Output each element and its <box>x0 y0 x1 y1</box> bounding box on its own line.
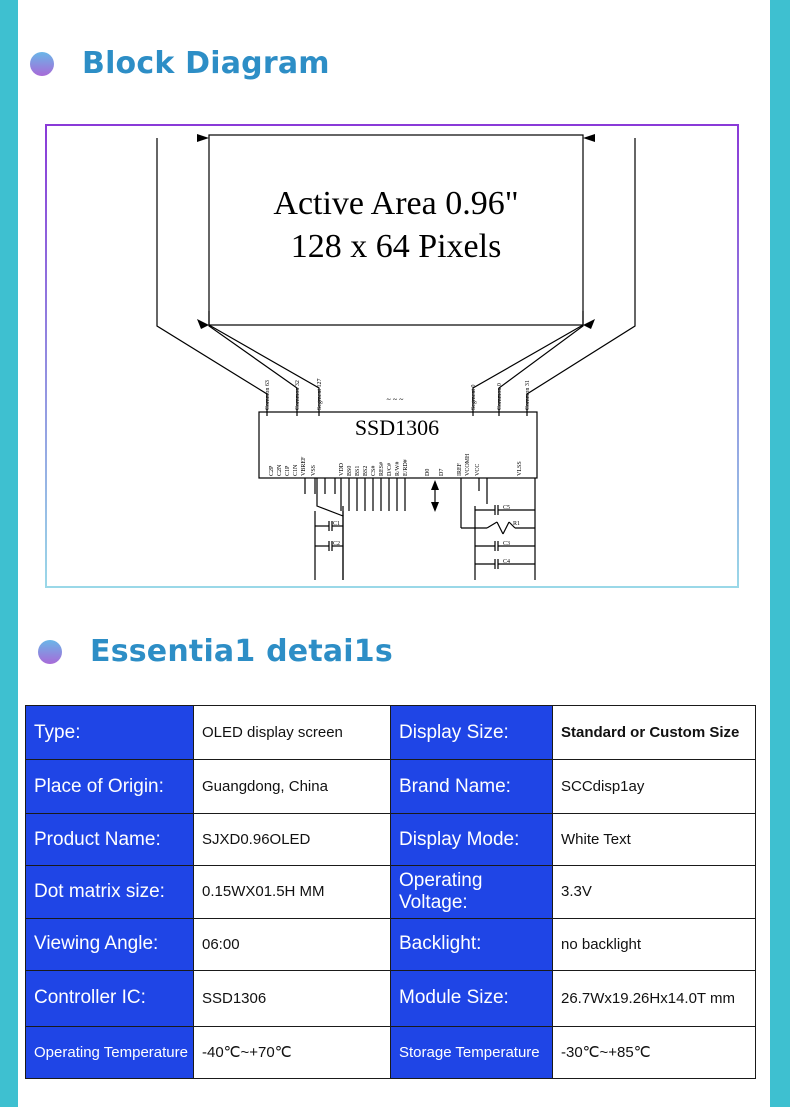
spec-value: -30℃~+85℃ <box>553 1026 756 1078</box>
chip-label: SSD1306 <box>354 415 440 440</box>
right-accent-bar <box>770 0 790 1107</box>
bottom-pin-label: BS1 <box>355 465 361 476</box>
spec-row <box>26 760 756 814</box>
spec-label: Module Size: <box>391 970 553 1026</box>
spec-value: OLED display screen <box>194 706 391 760</box>
spec-value: Standard or Custom Size <box>553 706 756 760</box>
spec-label: Controller IC: <box>26 970 194 1026</box>
left-segment-route <box>209 325 319 416</box>
bottom-pin-label: C1N <box>293 464 299 476</box>
spec-label: Viewing Angle: <box>26 918 194 970</box>
spec-label: Type: <box>26 706 194 760</box>
spec-value: SJXD0.96OLED <box>194 814 391 866</box>
spec-label: Dot matrix size: <box>26 866 194 918</box>
bottom-pin-label: C2N <box>277 464 283 476</box>
essential-details-header <box>38 634 393 669</box>
bottom-pin-label: VDD <box>339 463 345 476</box>
block-diagram-header <box>30 46 330 81</box>
spec-label: Display Mode: <box>391 814 553 866</box>
component-label: C5 <box>503 505 511 511</box>
spec-value: 06:00 <box>194 918 391 970</box>
component-label: C1 <box>333 521 341 527</box>
block-diagram-title: Block Diagram <box>82 46 330 81</box>
bottom-pin-label: BS0 <box>347 465 353 476</box>
spec-value: 26.7Wx19.26Hx14.0T mm <box>553 970 756 1026</box>
spec-value: White Text <box>553 814 756 866</box>
arrow-left-bottom-icon <box>197 319 209 329</box>
spec-value: SCCdisp1ay <box>553 760 756 814</box>
arrow-right-bottom-icon <box>583 319 595 329</box>
bottom-pin-label: VSS <box>311 464 317 476</box>
spec-value: 3.3V <box>553 866 756 918</box>
spec-row <box>26 706 756 760</box>
bullet-dot-icon <box>30 52 54 76</box>
pin-continuation-dots: ~ ~ ~ <box>386 395 404 404</box>
spec-label: Product Name: <box>26 814 194 866</box>
bottom-pin-label: D0 <box>425 468 431 476</box>
top-pin-label: Common 0 <box>497 383 503 410</box>
spec-value: no backlight <box>553 918 756 970</box>
spec-label: Operating Voltage: <box>391 866 553 918</box>
spec-label: Brand Name: <box>391 760 553 814</box>
spec-label: Storage Temperature <box>391 1026 553 1078</box>
left-route-inner <box>209 311 297 416</box>
bottom-pin-label: RES# <box>379 461 385 476</box>
bottom-pin-label: D/C# <box>387 462 393 476</box>
bottom-pin-label: BS2 <box>363 465 369 476</box>
spec-row <box>26 814 756 866</box>
arrow-right-top-icon <box>583 134 595 142</box>
bottom-pin-label: VLSS <box>517 461 523 476</box>
spec-value: SSD1306 <box>194 970 391 1026</box>
bottom-pin-label: CS# <box>371 465 377 476</box>
top-pin-label: Common 31 <box>525 380 531 410</box>
spec-value: 0.15WX01.5H MM <box>194 866 391 918</box>
spec-label: Place of Origin: <box>26 760 194 814</box>
left-route-outer <box>157 138 267 416</box>
component-label: C3 <box>503 541 511 547</box>
spec-label: Display Size: <box>391 706 553 760</box>
top-pin-label: Segment 127 <box>317 378 323 410</box>
top-pin-label: Common 32 <box>295 380 301 410</box>
bottom-pin-label: VCC <box>475 463 481 476</box>
spec-label: Operating Temperature <box>26 1026 194 1078</box>
component-label: C4 <box>503 559 511 565</box>
bottom-pin-label: VCOMH <box>465 453 471 476</box>
block-diagram <box>45 124 739 588</box>
block-diagram-svg <box>47 126 737 586</box>
spec-value: -40℃~+70℃ <box>194 1026 391 1078</box>
bullet-dot-icon <box>38 640 62 664</box>
bottom-pin-label: VBREF <box>301 456 307 476</box>
spec-label: Backlight: <box>391 918 553 970</box>
bottom-pin-label: C2P <box>269 465 275 476</box>
right-route-outer <box>527 138 635 416</box>
bottom-pin-label: D7 <box>439 468 445 476</box>
component-label: R1 <box>513 521 521 527</box>
spec-row <box>26 970 756 1026</box>
bottom-pin-label: R/W# <box>395 461 401 476</box>
left-accent-bar <box>0 0 18 1107</box>
essential-details-title: Essentia1 detai1s <box>90 634 393 669</box>
spec-value: Guangdong, China <box>194 760 391 814</box>
top-pin-label: Segment 0 <box>471 384 477 410</box>
right-route-inner <box>499 311 583 416</box>
bottom-pin-label: C1P <box>285 465 291 476</box>
active-area-title: Active Area 0.96" <box>273 185 519 222</box>
spec-row <box>26 1026 756 1078</box>
spec-row <box>26 918 756 970</box>
top-pin-label: Common 63 <box>265 380 271 410</box>
bottom-pin-label: IREF <box>457 462 463 476</box>
bottom-pin-label: E/RD# <box>403 459 409 476</box>
component-label: C2 <box>333 541 341 547</box>
specs-table <box>25 705 756 1079</box>
active-area-resolution: 128 x 64 Pixels <box>290 228 502 265</box>
spec-row <box>26 866 756 918</box>
arrow-left-top-icon <box>197 134 209 142</box>
